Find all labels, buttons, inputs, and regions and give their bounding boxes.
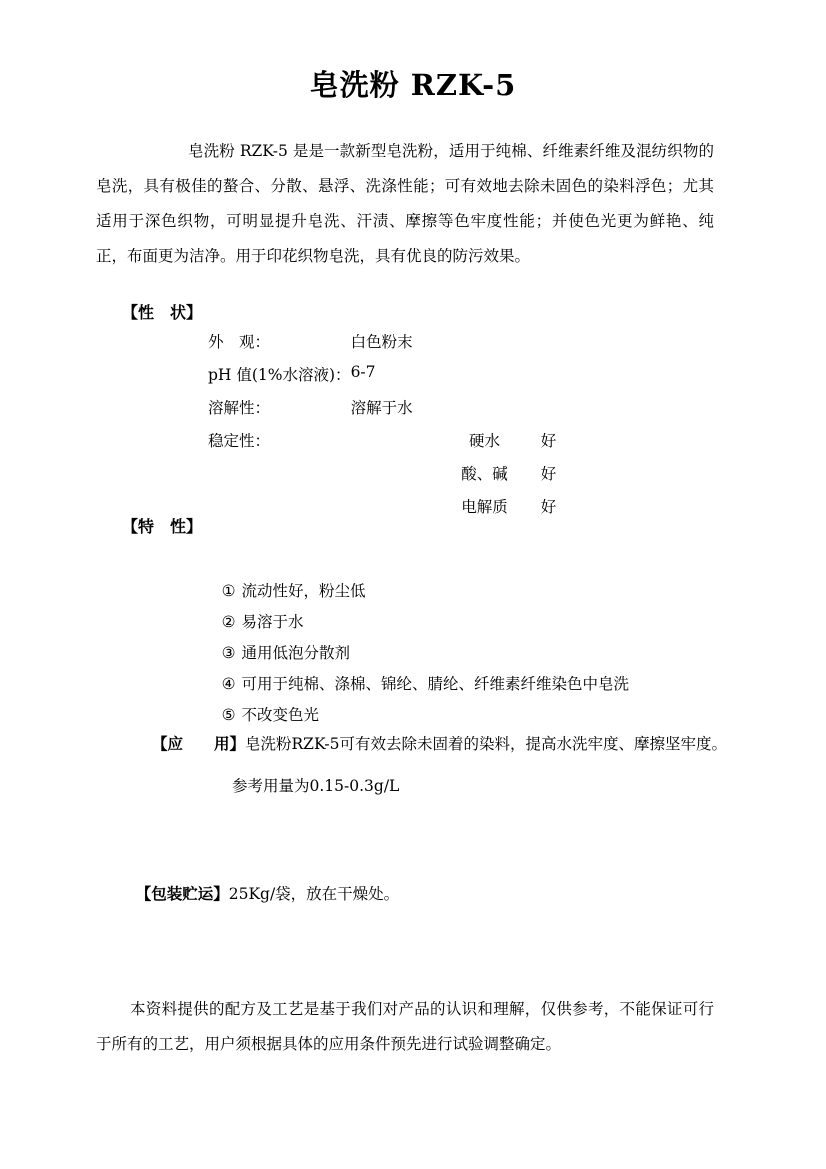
packaging-section bbox=[116, 852, 399, 936]
property-rating: 好 bbox=[540, 465, 557, 483]
property-subitem: 硬水 bbox=[469, 432, 501, 450]
property-rating: 好 bbox=[540, 432, 557, 450]
application-line bbox=[152, 729, 728, 759]
packaging-text: 25Kg/袋，放在干燥处。 bbox=[228, 885, 400, 903]
features-list bbox=[192, 545, 629, 724]
list-item-number: ① bbox=[221, 582, 236, 600]
property-value: 白色粉末 bbox=[350, 333, 413, 351]
property-label: 外 观： bbox=[208, 333, 271, 351]
list-item-number: ② bbox=[221, 613, 236, 631]
property-rating bbox=[529, 363, 569, 396]
property-subitem: 酸、碱 bbox=[461, 465, 508, 483]
list-item-number: ⑤ bbox=[221, 706, 236, 724]
list-item-number: ③ bbox=[221, 644, 236, 662]
application-text: 皂洗粉RZK-5可有效去除未固着的染料，提高水洗牢度、摩擦坚牢度。 bbox=[245, 735, 728, 753]
property-value bbox=[351, 429, 441, 462]
section-heading-packaging: 【包装贮运】 bbox=[135, 885, 229, 903]
property-rating: 好 bbox=[540, 498, 557, 516]
property-value bbox=[351, 462, 441, 495]
table-row bbox=[208, 495, 569, 528]
property-subitem bbox=[441, 330, 529, 363]
table-row bbox=[208, 330, 569, 363]
list-item-label: 不改变色光 bbox=[241, 706, 319, 724]
property-label bbox=[208, 495, 351, 528]
list-item-label: 通用低泡分散剂 bbox=[241, 644, 350, 662]
list-item-label: 可用于纯棉、涤棉、锦纶、腈纶、纤维素纤维染色中皂洗 bbox=[241, 675, 629, 693]
table-row bbox=[208, 462, 569, 495]
page-title: 皂洗粉 RZK-5 bbox=[309, 68, 517, 102]
application-dosage: 参考用量为0.15-0.3g/L bbox=[232, 777, 400, 795]
property-value: 6-7 bbox=[350, 363, 376, 381]
list-item-label: 易溶于水 bbox=[241, 613, 304, 631]
section-heading-application: 【应 用】 bbox=[152, 735, 246, 753]
list-item-number: ④ bbox=[221, 675, 236, 693]
property-value bbox=[351, 495, 441, 528]
property-label: pH 值(1%水溶液)： bbox=[208, 366, 351, 384]
table-row bbox=[208, 363, 569, 396]
table-row bbox=[208, 429, 569, 462]
intro-paragraph: 皂洗粉 RZK-5 是是一款新型皂洗粉，适用于纯棉、纤维素纤维及混纺织物的皂洗，具有极佳的螯合、分散、悬浮、洗涤性能；可有效地去除未固色的染料浮色；尤其适用于深色织物，可明显提升皂洗、汗渍、摩擦等色牢度性能；并使色光更为鲜艳、纯正，布面更为洁净。用于印花织物皂洗，具有优良的防污效果。 bbox=[96, 142, 714, 265]
table-row bbox=[208, 396, 569, 429]
property-value: 溶解于水 bbox=[350, 399, 413, 417]
property-label bbox=[208, 462, 351, 495]
property-subitem bbox=[441, 363, 529, 396]
list-item-label: 流动性好，粉尘低 bbox=[241, 582, 366, 600]
property-rating bbox=[529, 330, 569, 363]
footer-disclaimer: 本资料提供的配方及工艺是基于我们对产品的认识和理解，仅供参考，不能保证可行于所有的工艺，用户须根据具体的应用条件预先进行试验调整确定。 bbox=[96, 1000, 714, 1053]
property-subitem: 电解质 bbox=[461, 498, 508, 516]
properties-table bbox=[208, 330, 569, 528]
section-heading-features: 【特 性】 bbox=[122, 517, 203, 536]
property-label: 稳定性： bbox=[208, 432, 271, 450]
application-section bbox=[152, 729, 728, 801]
list-item bbox=[192, 545, 629, 600]
section-heading-properties: 【性 状】 bbox=[122, 303, 203, 322]
property-subitem bbox=[441, 396, 529, 429]
property-rating bbox=[529, 396, 569, 429]
property-label: 溶解性： bbox=[208, 399, 271, 417]
